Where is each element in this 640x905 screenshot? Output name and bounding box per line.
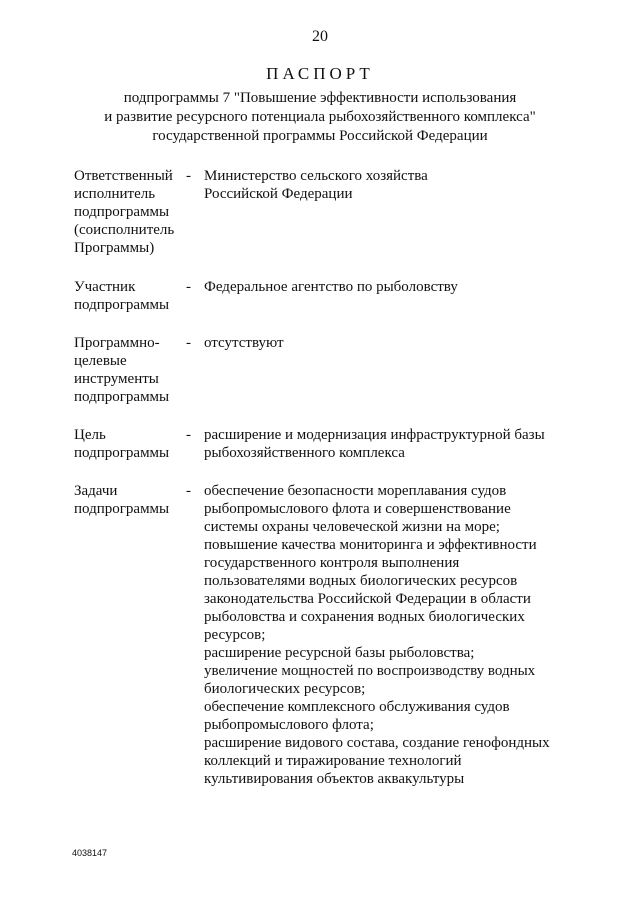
row-label: [74, 278, 186, 314]
passport-row-participant: [74, 278, 574, 314]
passport-table: [74, 167, 574, 788]
row-label: [74, 167, 186, 257]
row-label-line: Участник: [74, 279, 136, 295]
passport-row-responsible: [74, 167, 574, 257]
subtitle-line: государственной программы Российской Федерации: [152, 128, 488, 144]
row-value-line: обеспечение комплексного обслуживания судов: [204, 699, 510, 715]
row-label-line: целевые: [74, 353, 127, 369]
subtitle-line: и развитие ресурсного потенциала рыбохозяйственного комплекса": [104, 109, 536, 125]
row-label: [74, 426, 186, 462]
row-value: [204, 334, 564, 352]
row-label-line: Программы): [74, 240, 155, 256]
row-dash: -: [186, 168, 191, 184]
row-label-line: подпрограммы: [74, 297, 170, 313]
row-label-line: Задачи: [74, 483, 118, 499]
row-value-line: рыбопромыслового флота и совершенствование: [204, 501, 511, 517]
row-value-line: пользователями водных биологических ресурсов: [204, 573, 518, 589]
passport-row-goal: [74, 426, 574, 462]
row-dash: -: [186, 335, 191, 351]
row-dash: -: [186, 279, 191, 295]
row-value: [204, 167, 564, 203]
subtitle-line: подпрограммы 7 "Повышение эффективности использования: [123, 90, 517, 106]
document-subtitle: [60, 89, 580, 146]
row-value-line: обеспечение безопасности мореплавания судов: [204, 483, 507, 499]
row-label: [74, 334, 186, 406]
document-title: ПАСПОРТ: [266, 64, 374, 83]
row-value-line: Федеральное агентство по рыболовству: [204, 279, 458, 295]
row-label-line: подпрограммы: [74, 389, 170, 405]
row-value-line: увеличение мощностей по воспроизводству водных: [204, 663, 536, 679]
row-value-line: Российской Федерации: [204, 186, 353, 202]
row-value-line: расширение ресурсной базы рыболовства;: [204, 645, 475, 661]
row-value-line: биологических ресурсов;: [204, 681, 366, 697]
row-value-line: Министерство сельского хозяйства: [204, 168, 428, 184]
row-label-line: подпрограммы: [74, 445, 170, 461]
row-value-line: коллекций и тиражирование технологий: [204, 753, 462, 769]
page-number: 20: [312, 28, 328, 45]
row-value-line: законодательства Российской Федерации в области: [204, 591, 531, 607]
row-dash: -: [186, 427, 191, 443]
passport-row-instruments: [74, 334, 574, 406]
row-value-line: рыбохозяйственного комплекса: [204, 445, 405, 461]
row-label: [74, 482, 186, 518]
document-code: 4038147: [72, 848, 108, 858]
row-value: [204, 482, 564, 788]
row-label-line: Цель: [74, 427, 106, 443]
row-value: [204, 426, 564, 462]
row-label-line: исполнитель: [74, 186, 156, 202]
row-label-line: подпрограммы: [74, 501, 170, 517]
row-value-line: государственного контроля выполнения: [204, 555, 460, 571]
row-label-line: инструменты: [74, 371, 159, 387]
row-label-line: (соисполнитель: [74, 222, 175, 238]
row-value-line: рыболовства и сохранения водных биологических: [204, 609, 525, 625]
row-label-line: Программно-: [74, 335, 160, 351]
row-value-line: расширение видового состава, создание генофондных: [204, 735, 550, 751]
row-value-line: ресурсов;: [204, 627, 266, 643]
row-value-line: рыбопромыслового флота;: [204, 717, 374, 733]
row-dash: -: [186, 483, 191, 499]
row-value-line: повышение качества мониторинга и эффективности: [204, 537, 537, 553]
row-value-line: культивирования объектов аквакультуры: [204, 771, 465, 787]
row-value-line: отсутствуют: [204, 335, 284, 351]
row-value-line: системы охраны человеческой жизни на море;: [204, 519, 500, 535]
row-value: [204, 278, 564, 296]
row-label-line: подпрограммы: [74, 204, 170, 220]
row-label-line: Ответственный: [74, 168, 173, 184]
passport-row-tasks: [74, 482, 574, 788]
row-value-line: расширение и модернизация инфраструктурной базы: [204, 427, 545, 443]
